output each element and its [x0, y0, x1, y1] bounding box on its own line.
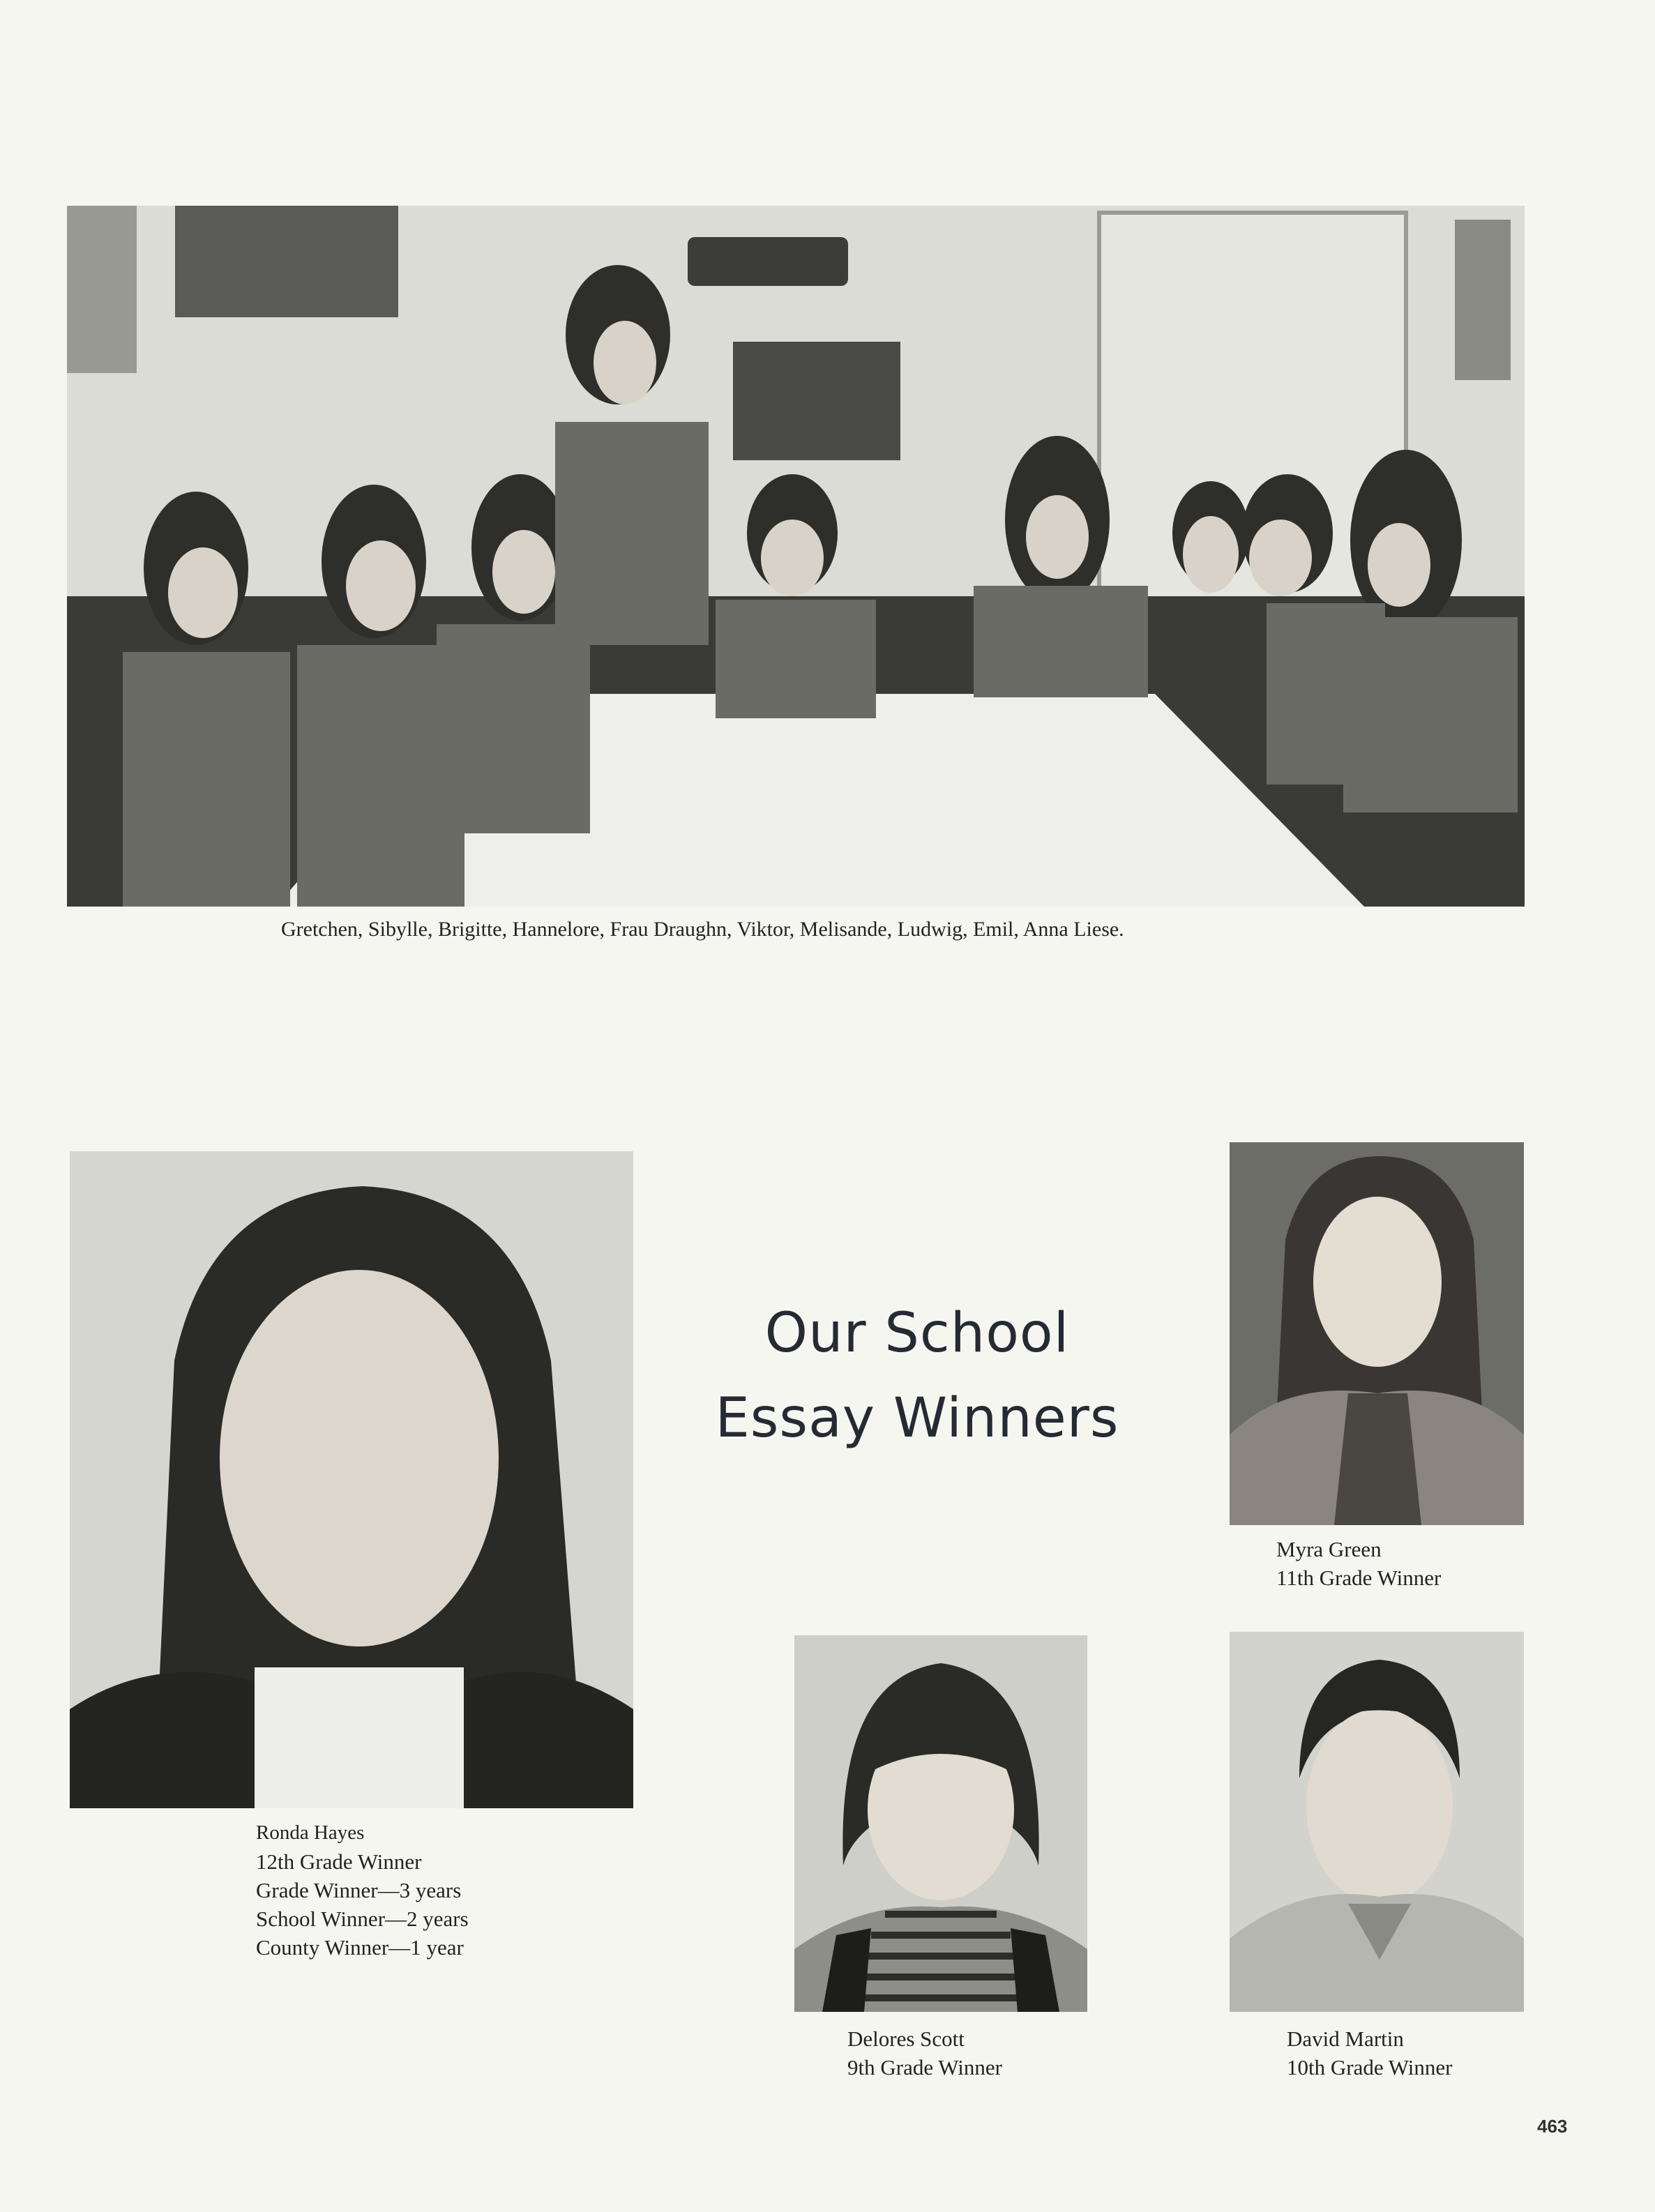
page-number: 463: [1537, 2116, 1568, 2137]
caption-david-martin: [1287, 2024, 1453, 2082]
winner-detail: 9th Grade Winner: [847, 2055, 1002, 2080]
portrait-ronda-hayes-illustration: [70, 1151, 633, 1808]
caption-myra-green: [1276, 1535, 1441, 1592]
winner-detail: 10th Grade Winner: [1287, 2055, 1453, 2080]
portrait-david-martin: [1230, 1632, 1524, 2012]
winner-detail: Grade Winner—3 years: [256, 1878, 462, 1902]
winner-detail: School Winner—2 years: [256, 1907, 469, 1931]
winner-detail: 12th Grade Winner: [256, 1849, 422, 1874]
winner-name: David Martin: [1287, 2027, 1404, 2051]
portrait-david-martin-illustration: [1230, 1632, 1524, 2012]
portrait-delores-scott: [794, 1635, 1087, 2012]
winner-name: Delores Scott: [847, 2027, 965, 2051]
caption-ronda-hayes: [256, 1819, 469, 1962]
page-title-line-2: Essay Winners: [715, 1387, 1119, 1450]
page-title: [701, 1291, 1133, 1461]
winner-detail: 11th Grade Winner: [1276, 1566, 1442, 1590]
portrait-myra-green-illustration: [1230, 1142, 1524, 1525]
page-title-line-1: Our School: [764, 1302, 1070, 1365]
portrait-delores-scott-illustration: [794, 1635, 1087, 2012]
winner-name: Ronda Hayes: [256, 1821, 365, 1844]
group-photo-illustration: [67, 206, 1525, 907]
winner-detail: County Winner—1 year: [256, 1935, 464, 1960]
group-photo-caption: [281, 915, 1124, 944]
winner-name: Myra Green: [1276, 1537, 1382, 1561]
group-photo: [67, 206, 1525, 907]
group-photo-caption-text: Gretchen, Sibylle, Brigitte, Hannelore, Frau Draughn, Viktor, Melisande, Ludwig, Emil, Anna Liese.: [281, 918, 1124, 941]
caption-delores-scott: [847, 2024, 1002, 2082]
portrait-myra-green: [1230, 1142, 1524, 1525]
portrait-ronda-hayes: [70, 1151, 633, 1808]
